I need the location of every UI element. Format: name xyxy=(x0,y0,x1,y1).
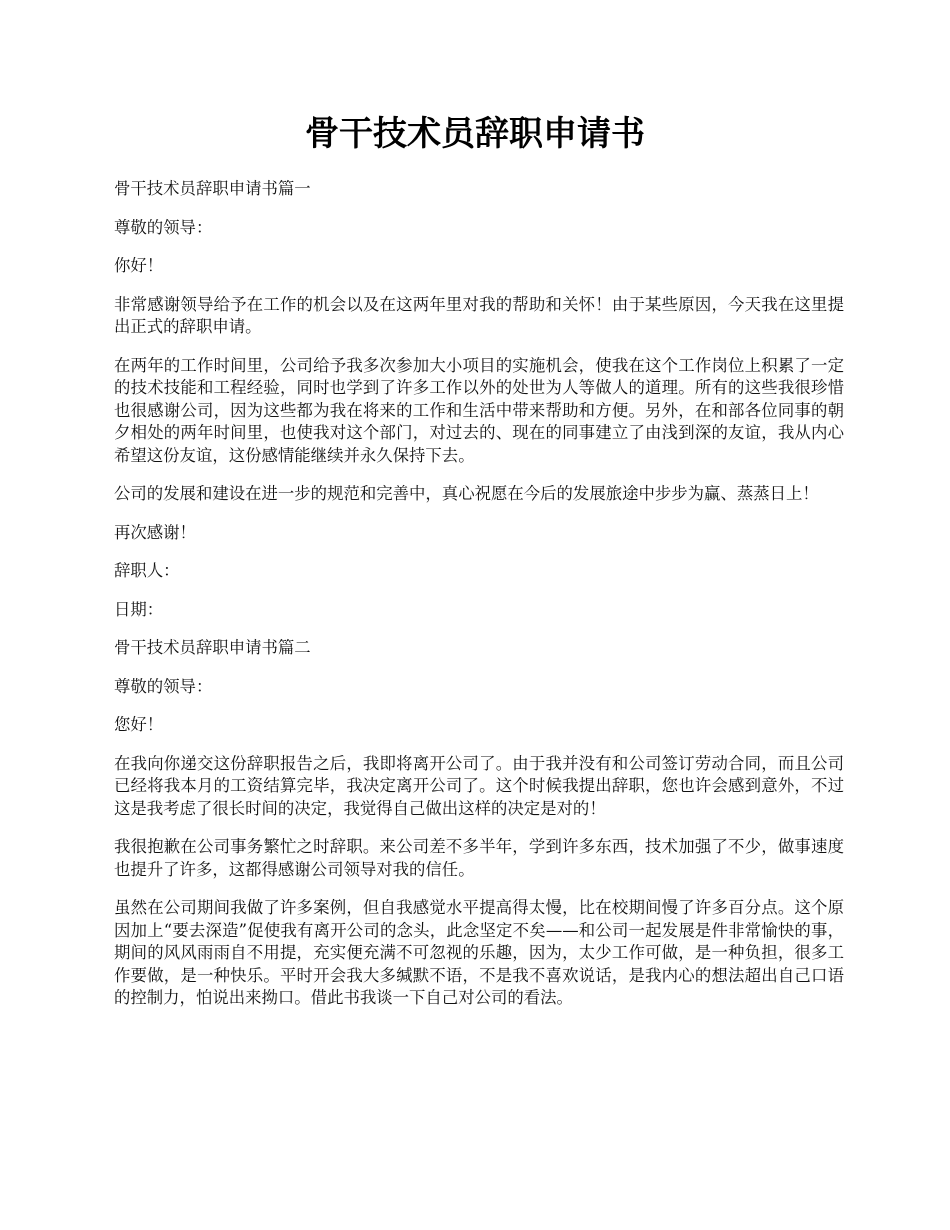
section-heading: 骨干技术员辞职申请书篇一 xyxy=(114,179,311,198)
signature-line: 辞职人： xyxy=(114,561,180,580)
section-heading: 骨干技术员辞职申请书篇二 xyxy=(114,638,311,657)
closing-thanks: 再次感谢！ xyxy=(114,522,196,542)
paragraph: 非常感谢领导给予在工作的机会以及在这两年里对我的帮助和关怀！由于某些原因，今天我在这里提出正式的辞职申请。 xyxy=(114,294,844,336)
paragraph: 在我向你递交这份辞职报告之后，我即将离开公司了。由于我并没有和公司签订劳动合同，而且公司已经将我本月的工资结算完毕，我决定离开公司了。这个时候我提出辞职，您也许会感到意外，不过这是我考虑了很长时间的决定，我觉得自己做出这样的决定是对的！ xyxy=(114,753,844,818)
paragraph: 虽然在公司期间我做了许多案例，但自我感觉水平提高得太慢，比在校期间慢了许多百分点。这个原因加上“要去深造”促使我有离开公司的念头，此念坚定不矣——和公司一起发展是件非常愉快的事，期间的风风雨雨自不用提，充实便充满不可忽视的乐趣，因为，太少工作可做，是一种负担，很多工作要做，是一种快乐。平时开会我大多缄默不语，不是我不喜欢说话，是我内心的想法超出自己口语的控制力，怕说出来拗口。借此书我谈一下自己对公司的看法。 xyxy=(114,898,844,1007)
document-title: 骨干技术员辞职申请书 xyxy=(305,114,645,154)
document-body xyxy=(114,178,844,1026)
salutation: 尊敬的领导： xyxy=(114,676,213,696)
salutation: 尊敬的领导： xyxy=(114,217,213,237)
paragraph: 公司的发展和建设在进一步的规范和完善中，真心祝愿在今后的发展旅途中步步为赢、蒸蒸日上！ xyxy=(114,484,819,503)
paragraph: 在两年的工作时间里，公司给予我多次参加大小项目的实施机会，使我在这个工作岗位上积累了一定的技术技能和工程经验，同时也学到了许多工作以外的处世为人等做人的道理。所有的这些我很珍惜也很感谢公司，因为这些都为我在将来的工作和生活中带来帮助和方便。另外，在和部各位同事的朝夕相处的两年时间里，也使我对这个部门，对过去的、现在的同事建立了由浅到深的友谊，我从内心希望这份友谊，这份感情能继续并永久保持下去。 xyxy=(114,355,844,465)
paragraph: 我很抱歉在公司事务繁忙之时辞职。来公司差不多半年，学到许多东西，技术加强了不少，做事速度也提升了许多，这都得感谢公司领导对我的信任。 xyxy=(114,837,844,879)
date-line: 日期： xyxy=(114,599,164,619)
greeting: 您好！ xyxy=(114,715,164,734)
greeting: 你好！ xyxy=(114,256,164,275)
